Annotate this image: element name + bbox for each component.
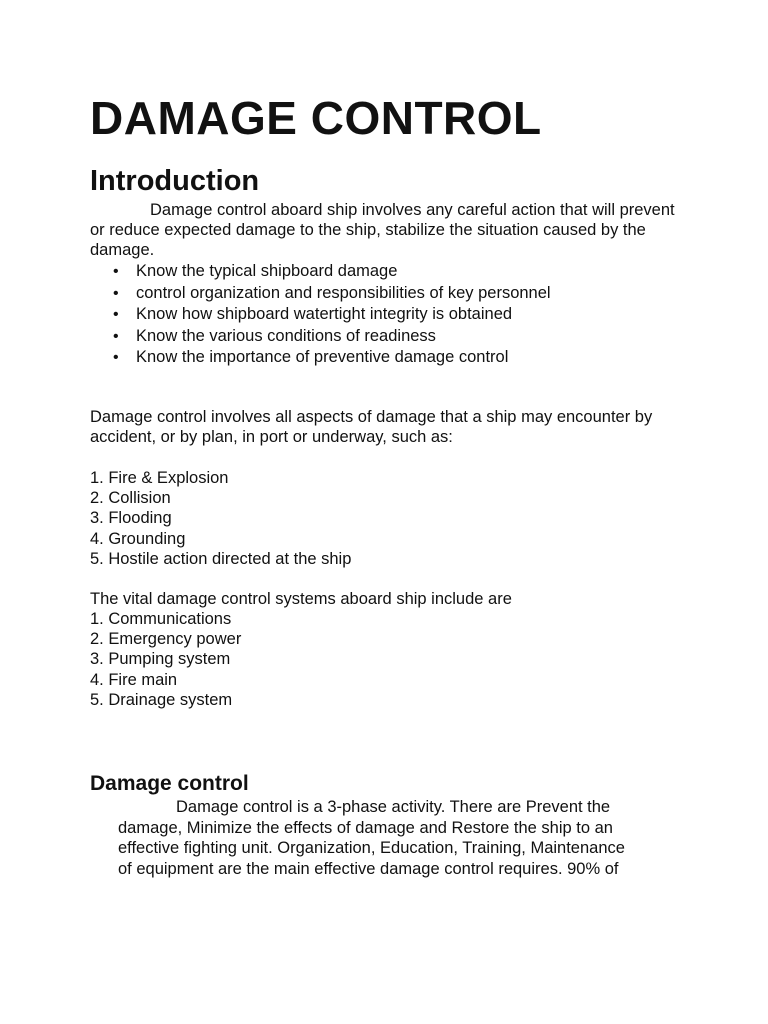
bullet-icon: • xyxy=(113,263,119,280)
introduction-heading: Introduction xyxy=(90,165,260,197)
list-item: 4. Grounding xyxy=(90,529,186,548)
list-item: 1. Communications xyxy=(90,610,232,628)
list-item: 2. Collision xyxy=(90,489,171,508)
bullet-icon: • xyxy=(113,349,119,366)
bullet-item: • control organization and responsibilities of key personnel xyxy=(110,283,690,305)
bullet-item: • Know the importance of preventive damage control xyxy=(110,347,690,369)
bullet-icon: • xyxy=(113,306,119,323)
list-item: 2. Emergency power xyxy=(90,630,242,649)
list-item: 5. Drainage system xyxy=(90,690,233,709)
introduction-bullet-list xyxy=(110,261,690,369)
paragraph-line: damage, Minimize the effects of damage and Restore the ship to an xyxy=(118,818,613,837)
bullet-item: • Know the various conditions of readiness xyxy=(110,326,690,348)
list-item: 3. Pumping system xyxy=(90,650,231,669)
paragraph-line: effective fighting unit. Organization, Education, Training, Maintenance xyxy=(118,839,625,857)
list-item: 3. Flooding xyxy=(90,509,172,528)
bullet-item: • Know the typical shipboard damage xyxy=(110,261,690,283)
paragraph-line: of equipment are the main effective damage control requires. 90% of xyxy=(118,859,619,878)
damage-control-paragraph xyxy=(118,797,678,879)
introduction-paragraph: Damage control aboard ship involves any careful action that will prevent or reduce expected damage to the ship, stabilize the situation caused by the damage. xyxy=(90,201,675,259)
document-title: DAMAGE CONTROL xyxy=(90,92,542,144)
paragraph-line: Damage control is a 3-phase activity. There are Prevent the xyxy=(176,798,611,816)
damage-types-list xyxy=(90,468,351,569)
systems-intro: The vital damage control systems aboard ship include are xyxy=(90,590,512,608)
list-item: 5. Hostile action directed at the ship xyxy=(90,549,352,568)
list-item: 4. Fire main xyxy=(90,670,178,689)
damage-control-heading: Damage control xyxy=(90,772,249,795)
list-item: 1. Fire & Explosion xyxy=(90,469,229,487)
bullet-item: • Know how shipboard watertight integrity is obtained xyxy=(110,304,690,326)
systems-list xyxy=(90,609,241,710)
bullet-icon: • xyxy=(113,284,119,302)
bullet-icon: • xyxy=(113,327,119,345)
aspects-paragraph: Damage control involves all aspects of damage that a ship may encounter by accident, or by plan, in port or underway, such as: xyxy=(90,408,653,446)
